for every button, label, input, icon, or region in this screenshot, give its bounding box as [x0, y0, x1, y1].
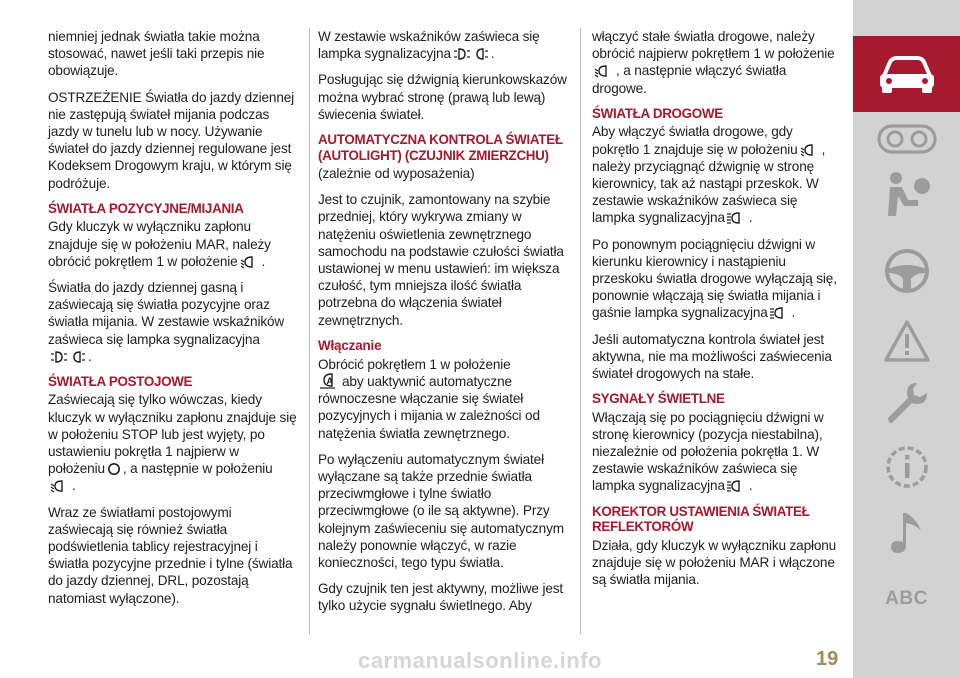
heading-position-dipped-lights: ŚWIATŁA POZYCYJNE/MIJANIA — [48, 200, 244, 216]
paragraph: niemniej jednak światła takie można stosować, nawet jeśli taki przepis nie obowiązuje. — [48, 29, 265, 79]
warning-icon — [883, 319, 931, 363]
text: . — [490, 46, 495, 62]
info-icon — [884, 444, 930, 490]
text: , a następnie włączyć światła drogowe. — [592, 63, 787, 96]
paragraph — [592, 28, 842, 97]
text: . — [261, 253, 266, 269]
paragraph: Działa, gdy kluczyk w wyłączniku zapłonu znajduje się w położeniu MAR i włączone są światła mijania. — [592, 537, 837, 588]
text: Gdy kluczyk w wyłączniku zapłonu znajduje się w położeniu MAR, należy obrócić pokrętłem 1 w położenie — [48, 219, 271, 269]
text: Obrócić pokrętłem 1 w położenie — [318, 356, 511, 372]
text: W zestawie wskaźników zaświeca się lampka sygnalizacyjna — [318, 29, 540, 62]
dipped-beam-icon — [240, 255, 260, 269]
paragraph — [48, 279, 298, 365]
main-beam-icon — [770, 306, 790, 320]
dipped-beam-icon — [800, 143, 820, 157]
tab-multimedia[interactable] — [853, 502, 960, 564]
dipped-beam-icon — [50, 479, 70, 493]
tab-maintenance[interactable] — [853, 372, 960, 434]
text: włączyć stałe światła drogowe, należy obrócić najpierw pokrętłem 1 w położenie — [592, 29, 835, 62]
music-icon — [887, 509, 927, 557]
paragraph — [48, 391, 298, 494]
heading-headlight-alignment: KOREKTOR USTAWIENIA ŚWIATEŁ REFLEKTORÓW — [592, 503, 810, 535]
column-divider — [580, 28, 581, 634]
text: . — [791, 305, 796, 321]
paragraph: (zależnie od wyposażenia) — [318, 166, 475, 182]
text: . — [72, 478, 76, 494]
airbag-icon — [882, 170, 932, 220]
svg-text:A: A — [326, 376, 333, 387]
page-number: 19 — [816, 648, 839, 670]
dipped-beam-icon — [594, 64, 614, 78]
text: Włączają się po pociągnięciu dźwigni w stronę kierownicy (pozycja niestabilna), niezależnie od położenia pokrętła 1. W zestawie wskaźników zaświeca się lampka sygnalizacyjna — [592, 409, 824, 494]
tab-index[interactable] — [853, 568, 960, 630]
dashboard-icon — [877, 124, 937, 154]
tab-technical-data[interactable] — [853, 436, 960, 498]
heading-flashing: SYGNAŁY ŚWIETLNE — [592, 391, 725, 407]
car-icon — [876, 54, 938, 94]
auto-light-icon — [320, 373, 340, 389]
steering-wheel-icon — [883, 247, 931, 295]
text-column-1 — [48, 28, 298, 616]
text: Aby włączyć światła drogowe, gdy pokrętło 1 znajduje się w położeniu — [592, 124, 798, 157]
tab-safety[interactable] — [853, 164, 960, 226]
heading-autolight: AUTOMATYCZNA KONTROLA ŚWIATEŁ (AUTOLIGHT) (CZUJNIK ZMIERZCHU) — [318, 132, 563, 163]
paragraph: Jeśli automatyczna kontrola świateł jest aktywna, nie ma możliwości zaświecenia świateł drogowych na stałe. — [592, 331, 832, 381]
text: Zaświecają się tylko wówczas, kiedy kluczyk w wyłączniku zapłonu znajduje się w położeniu STOP lub jest wyjęty, po ustawieniu pokrętła 1 najpierw w położeniu — [48, 392, 297, 477]
main-beam-icon — [727, 211, 747, 225]
warning-paragraph: OSTRZEŻENIE Światła do jazdy dziennej nie zastępują świateł mijania podczas jazdy w tunelu lub w nocy. Używanie świateł do jazdy dziennej regulowane jest Kodeksem Drogowym kraju, w którym się podróżuje. — [48, 89, 295, 191]
text: aby uaktywnić automatyczne równoczesne włączanie się świateł pozycyjnych i mijania w zależności od natężenia światła zewnętrznego. — [318, 374, 540, 441]
paragraph: Wraz ze światłami postojowymi zaświecają się również światła podświetlenia tablicy rejestracyjnej i światła pozycyjne przednie i tylne (światła do jazdy dziennej, DRL, pozostają natomiast wyłączone). — [48, 504, 293, 606]
paragraph: Po wyłączeniu automatycznym świateł wyłączane są także przednie światła przeciwmgłowe i tylne światło przeciwmgłowe (o ile są aktywne). Przy kolejnym zaświeceniu się automatycznym należy ponownie włączyć, w razie konieczności, tego typu światła. — [318, 451, 564, 571]
text-column-3 — [592, 28, 842, 597]
heading-main-beam: ŚWIATŁA DROGOWE — [592, 105, 723, 121]
text: . — [748, 210, 753, 226]
text: , należy przyciągnąć dźwignię w stronę kierownicy, tak aż nastąpi przeskok. W zestawie wskaźników zaświeca się lampka sygnalizacyjna — [592, 141, 826, 226]
paragraph — [318, 28, 568, 62]
paragraph: Posługując się dźwignią kierunkowskazów można wybrać stronę (prawą lub lewą) świecenia świateł. — [318, 72, 567, 122]
text: . — [748, 478, 753, 494]
position-lights-icon — [453, 47, 489, 61]
tab-warning[interactable] — [853, 310, 960, 372]
text: . — [88, 348, 92, 364]
text-column-2 — [318, 28, 568, 624]
text: Światła do jazdy dziennej gasną i zaświecają się światła pozycyjne oraz światła mijania. W zestawie wskaźników zaświeca się lampka sygnalizacyjna — [48, 279, 285, 347]
text: , a następnie w położeniu — [122, 461, 273, 477]
paragraph — [48, 218, 298, 270]
off-position-icon — [107, 462, 121, 476]
column-divider — [309, 28, 310, 634]
paragraph — [592, 123, 842, 226]
tab-dashboard[interactable] — [853, 108, 960, 170]
main-beam-icon — [727, 479, 747, 493]
wrench-icon — [883, 379, 931, 427]
tab-driving[interactable] — [853, 240, 960, 302]
paragraph: Gdy czujnik ten jest aktywny, możliwe jest tylko użycie sygnału świetlnego. Aby — [318, 581, 564, 614]
paragraph — [318, 356, 568, 442]
paragraph — [592, 409, 842, 495]
paragraph: Jest to czujnik, zamontowany na szybie przedniej, który wykrywa zmiany w natężeniu oświetlenia zewnętrznego samochodu na podstawie czułości światła ustawionej w menu ustawień: im większa czułość, tym mniejsza ilość światła potrzebna do włączenia świateł zewnętrznych. — [318, 192, 564, 328]
position-lights-icon — [50, 350, 86, 364]
watermark: carmanualsonline.info — [358, 648, 602, 673]
paragraph — [592, 236, 842, 322]
tab-car[interactable] — [853, 36, 960, 112]
heading-switching-on: Włączanie — [318, 337, 382, 353]
text: Po ponownym pociągnięciu dźwigni w kierunku kierownicy i nastąpieniu przeskoku światła drogowe wyłączają się, ponownie włączają się światła mijania i gaśnie lampka sygnalizacyjna — [592, 236, 837, 321]
chapter-sidebar — [853, 0, 960, 678]
abc-label: ABC — [885, 588, 928, 609]
heading-parking-lights: ŚWIATŁA POSTOJOWE — [48, 373, 193, 389]
